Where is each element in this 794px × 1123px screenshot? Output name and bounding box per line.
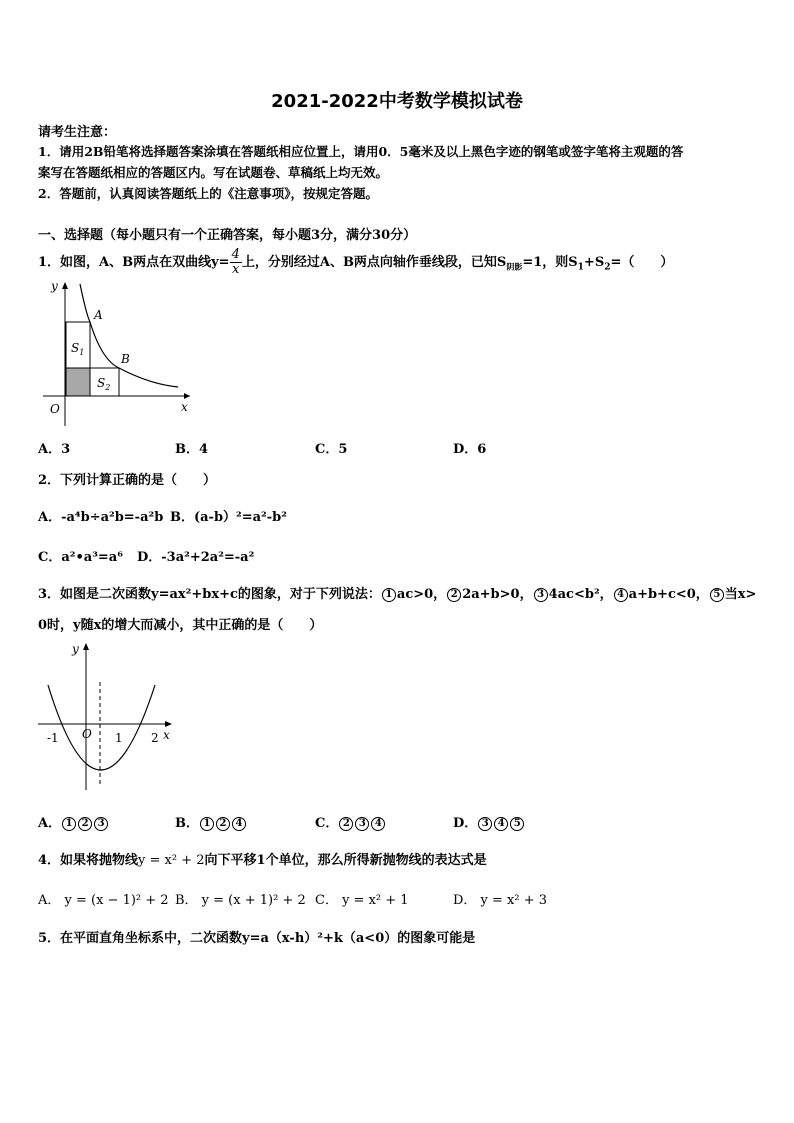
question-5-stem: 5．在平面直角坐标系中，二次函数y=a（x-h）²+k（a<0）的图象可能是	[38, 931, 476, 946]
origin-label: O	[50, 402, 60, 416]
hyperbola-curve	[80, 284, 178, 387]
question-4-stem: 4．如果将抛物线y = x² + 2向下平移1个单位，那么所得新抛物线的表达式是	[38, 853, 487, 868]
x-label: x	[163, 728, 170, 742]
q4-option-a: A． y = (x − 1)² + 2	[38, 893, 169, 908]
origin-label: O	[82, 727, 92, 741]
y-label: y	[51, 279, 58, 293]
notice-line-2: 案写在答题纸相应的答题区内。写在试题卷、草稿纸上均无效。	[38, 165, 389, 180]
q1-option-a: A．3	[38, 442, 71, 457]
q2-option-b: B．(a-b）²=a²-b²	[170, 510, 287, 525]
q1-option-b: B．4	[175, 442, 209, 457]
y-axis-arrow	[83, 643, 89, 650]
s1-label: $S_1$	[71, 341, 85, 357]
q2-option-d: D．-3a²+2a²=-a²	[137, 550, 255, 565]
question-2-stem: 2．下列计算正确的是（ ）	[38, 473, 217, 488]
q3-option-d: D． 3 4 5	[453, 812, 525, 831]
q3-option-c: C． 2 3 4	[315, 812, 386, 831]
s2-label: $S_2$	[97, 376, 111, 392]
q3-option-a: A． 1 2 3	[38, 812, 109, 831]
tick-1: 1	[115, 731, 123, 745]
q4-option-b: B． y = (x + 1)² + 2	[175, 893, 306, 908]
q4-option-d: D． y = x² + 3	[453, 893, 548, 908]
question-3-figure	[35, 640, 180, 790]
question-3-stem-line1: 3．如图是二次函数y=ax²+bx+c的图象，对于下列说法： 1 ac>0， 2 2a+b>0， 3 4ac<b²， 4 a+b+c<0， 5 当x>	[38, 587, 757, 602]
question-3-stem-line2: 0时，y随x的增大而减小，其中正确的是（ ）	[38, 618, 323, 633]
q4-option-c: C． y = x² + 1	[315, 893, 409, 908]
q2-option-a: A．-a⁴b÷a²b=-a²b	[38, 510, 164, 525]
section-heading: 一、选择题（每小题只有一个正确答案，每小题3分，满分30分）	[38, 228, 417, 243]
shaded-rect	[66, 368, 90, 396]
question-1-stem: 1．如图，A、B两点在双曲线y= $\frac{4}{x}$ 上，分别经过A、B两点向轴作垂线段，已知$S_{阴影}=1$，则$S_1+S_2=$（ ）	[38, 247, 674, 277]
point-a-label: A	[94, 308, 103, 322]
x-axis-arrow	[184, 393, 190, 399]
notice-heading: 请考生注意：	[38, 125, 117, 140]
q1-option-c: C．5	[315, 442, 348, 457]
point-b-label: B	[121, 352, 130, 366]
page-title: 2021-2022中考数学模拟试卷	[271, 91, 523, 112]
notice-line-1: 1．请用2B铅笔将选择题答案涂填在答题纸相应位置上，请用0．5毫米及以上黑色字迹的钢笔或签字笔将主观题的答	[38, 144, 684, 159]
x-label: x	[181, 400, 188, 414]
parabola-curve	[48, 685, 155, 770]
y-axis-arrow	[62, 282, 68, 289]
tick-2: 2	[151, 731, 159, 745]
x-axis-arrow	[165, 721, 172, 727]
tick-minus-1: -1	[47, 731, 59, 745]
question-1-figure	[38, 278, 198, 428]
y-label: y	[72, 642, 79, 656]
q2-option-c: C．a²•a³=a⁶	[38, 550, 123, 565]
q1-option-d: D．6	[453, 442, 487, 457]
q3-option-b: B． 1 2 4	[175, 812, 247, 831]
notice-line-3: 2．答题前，认真阅读答题纸上的《注意事项》，按规定答题。	[38, 186, 378, 201]
